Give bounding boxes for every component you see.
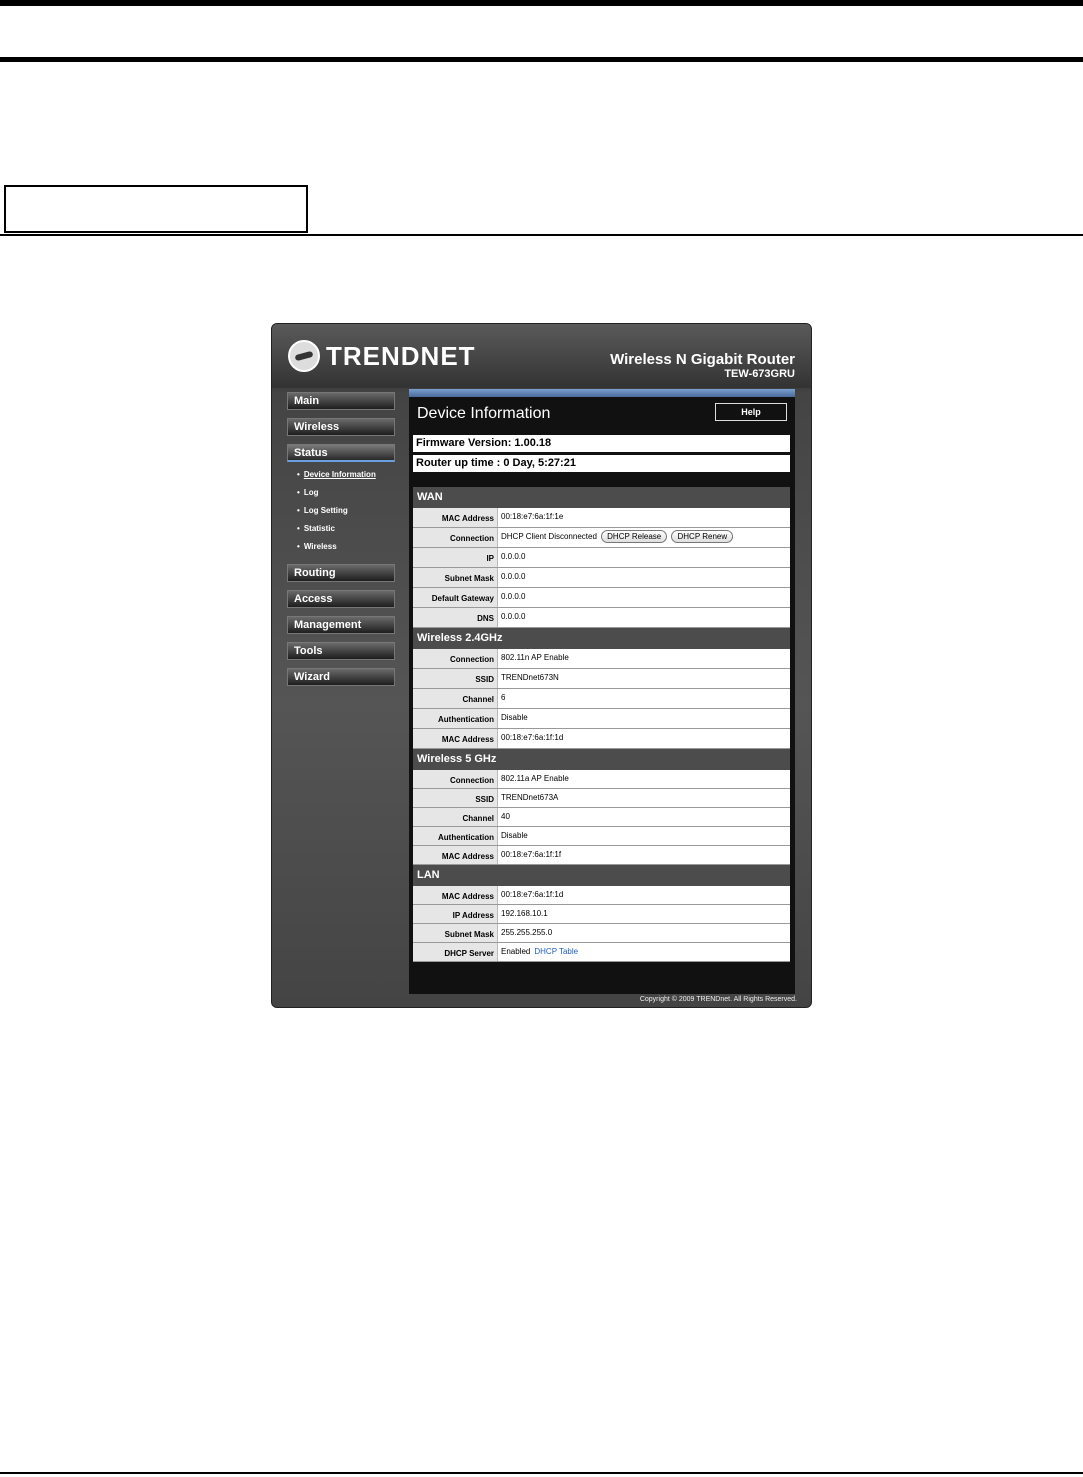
- table-row: [413, 709, 790, 729]
- firmware-version: Firmware Version: 1.00.18: [413, 435, 790, 452]
- table-row: [413, 689, 790, 709]
- row-value: 00:18:e7:6a:1f:1d: [497, 729, 790, 748]
- router-ui: [271, 323, 812, 1008]
- table-row: [413, 729, 790, 749]
- top-rule-2: [0, 57, 1083, 62]
- router-header: [272, 324, 811, 388]
- row-value-connection: [497, 528, 790, 547]
- row-label: DNS: [413, 608, 497, 627]
- bullet-icon: •: [297, 542, 300, 551]
- nav-management[interactable]: Management: [287, 616, 395, 634]
- bullet-icon: •: [297, 524, 300, 533]
- sidebar-nav: [287, 392, 397, 694]
- nav-access[interactable]: Access: [287, 590, 395, 608]
- table-row: [413, 508, 790, 528]
- row-value: 0.0.0.0: [497, 548, 790, 567]
- table-row: [413, 943, 790, 962]
- nav-routing[interactable]: Routing: [287, 564, 395, 582]
- row-label: MAC Address: [413, 846, 497, 864]
- row-value: 0.0.0.0: [497, 608, 790, 627]
- table-row: [413, 649, 790, 669]
- nav-wireless[interactable]: Wireless: [287, 418, 395, 436]
- row-label: IP: [413, 548, 497, 567]
- table-row: [413, 886, 790, 905]
- row-label: DHCP Server: [413, 943, 497, 961]
- subnav-log[interactable]: • Log: [297, 488, 319, 497]
- table-row: [413, 770, 790, 789]
- dhcp-table-link[interactable]: DHCP Table: [534, 947, 579, 956]
- content-panel: [409, 389, 795, 994]
- page-title: Device Information: [417, 405, 551, 422]
- row-label: Authentication: [413, 827, 497, 845]
- bullet-icon: •: [297, 470, 300, 479]
- content-topbar: [409, 389, 795, 397]
- bullet-icon: •: [297, 506, 300, 515]
- table-row: [413, 528, 790, 548]
- row-label: Connection: [413, 528, 497, 547]
- row-value-dhcp: [497, 943, 790, 961]
- row-label: Channel: [413, 689, 497, 708]
- table-row: [413, 669, 790, 689]
- status-subnav: [287, 468, 397, 558]
- section-label-box: [4, 185, 308, 233]
- row-value: 255.255.255.0: [497, 924, 790, 942]
- table-row: [413, 924, 790, 943]
- row-value: TRENDnet673N: [497, 669, 790, 688]
- row-value: 192.168.10.1: [497, 905, 790, 923]
- row-label: MAC Address: [413, 886, 497, 904]
- row-value: 0.0.0.0: [497, 568, 790, 587]
- row-label: Subnet Mask: [413, 568, 497, 587]
- nav-status[interactable]: Status: [287, 444, 395, 462]
- bullet-icon: •: [297, 488, 300, 497]
- dhcp-release-button[interactable]: DHCP Release: [601, 530, 667, 543]
- row-label: Authentication: [413, 709, 497, 728]
- subnav-log-setting[interactable]: • Log Setting: [297, 506, 348, 515]
- dhcp-server-status: Enabled: [501, 947, 531, 956]
- table-row: [413, 588, 790, 608]
- row-label: IP Address: [413, 905, 497, 923]
- table-row: [413, 608, 790, 628]
- table-row: [413, 789, 790, 808]
- row-label: SSID: [413, 669, 497, 688]
- table-row: [413, 568, 790, 588]
- top-rule: [0, 0, 1083, 6]
- copyright: Copyright © 2009 TRENDnet. All Rights Reserved.: [639, 996, 797, 1003]
- brand-name: TRENDNET: [326, 340, 476, 371]
- section-lan: LAN: [413, 865, 790, 886]
- section-rule: [0, 234, 1083, 236]
- row-label: Subnet Mask: [413, 924, 497, 942]
- dhcp-renew-button[interactable]: DHCP Renew: [671, 530, 733, 543]
- trendnet-logo-icon: [288, 340, 320, 372]
- brand-logo: [288, 340, 476, 372]
- row-value: 0.0.0.0: [497, 588, 790, 607]
- row-value: 40: [497, 808, 790, 826]
- table-row: [413, 905, 790, 924]
- product-name: Wireless N Gigabit Router: [610, 351, 795, 368]
- row-label: Channel: [413, 808, 497, 826]
- bottom-rule: [0, 1472, 1083, 1474]
- row-label: MAC Address: [413, 508, 497, 527]
- nav-main[interactable]: Main: [287, 392, 395, 410]
- section-wan: WAN: [413, 487, 790, 508]
- row-label: MAC Address: [413, 729, 497, 748]
- wan-connection-status: DHCP Client Disconnected: [501, 532, 597, 541]
- row-label: Connection: [413, 770, 497, 788]
- row-label: SSID: [413, 789, 497, 807]
- table-row: [413, 548, 790, 568]
- table-row: [413, 846, 790, 865]
- table-row: [413, 827, 790, 846]
- row-value: 00:18:e7:6a:1f:1e: [497, 508, 790, 527]
- row-value: 00:18:e7:6a:1f:1d: [497, 886, 790, 904]
- section-wireless-5: Wireless 5 GHz: [413, 749, 790, 770]
- status-table: [413, 487, 790, 962]
- row-value: 802.11n AP Enable: [497, 649, 790, 668]
- router-uptime: Router up time : 0 Day, 5:27:21: [413, 455, 790, 472]
- help-button[interactable]: Help: [715, 403, 787, 421]
- row-label: Default Gateway: [413, 588, 497, 607]
- row-value: 6: [497, 689, 790, 708]
- product-model: TEW-673GRU: [724, 368, 795, 380]
- nav-wizard[interactable]: Wizard: [287, 668, 395, 686]
- table-row: [413, 808, 790, 827]
- row-value: 00:18:e7:6a:1f:1f: [497, 846, 790, 864]
- row-value: 802.11a AP Enable: [497, 770, 790, 788]
- nav-tools[interactable]: Tools: [287, 642, 395, 660]
- subnav-wireless[interactable]: • Wireless: [297, 542, 337, 551]
- row-value: Disable: [497, 709, 790, 728]
- section-wireless-24: Wireless 2.4GHz: [413, 628, 790, 649]
- row-value: TRENDnet673A: [497, 789, 790, 807]
- subnav-statistic[interactable]: • Statistic: [297, 524, 335, 533]
- row-value: Disable: [497, 827, 790, 845]
- row-label: Connection: [413, 649, 497, 668]
- subnav-device-information[interactable]: • Device Information: [297, 470, 376, 479]
